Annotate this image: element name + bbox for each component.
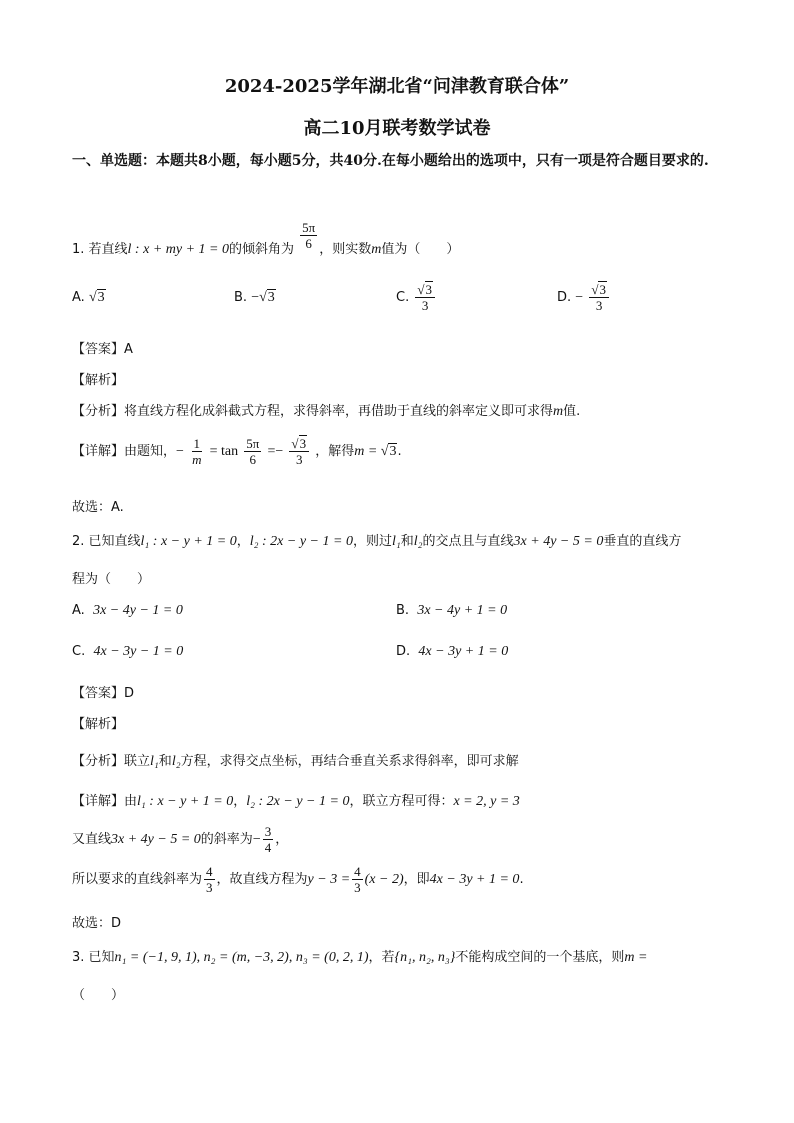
q2-analysis-tag: 【解析】 xyxy=(72,717,125,732)
q1-detail-angle: $\frac{5\pi}{6}$ xyxy=(246,436,260,467)
exam-title-line1: 2024-2025学年湖北省“问津教育联合体” xyxy=(224,76,570,97)
q1-option-b[interactable] xyxy=(234,290,276,306)
question-3-stem-line2: （ ） xyxy=(72,988,125,1003)
q1-option-a-label: A. xyxy=(72,290,85,305)
answer-value: A xyxy=(124,342,133,357)
q1-angle-den: 6 xyxy=(305,236,312,251)
q1-option-b-value: −√3 xyxy=(251,290,275,305)
section-heading: 一、单选题：本题共8小题，每小题5分，共40分.在每小题给出的选项中，只有一项是符合题目要求的. xyxy=(72,153,709,169)
q1-var: m xyxy=(371,242,382,257)
q1-option-d[interactable]: D. − $\frac{√3}{3}$ xyxy=(557,282,611,313)
question-2-stem: 2. 已知直线l₁ : x − y + 1 = 0，l₂ : 2x − y − 1 = 0，则过l₁和l₂的交点且与直线3x + 4y − 5 = 0垂直的直线方 xyxy=(72,534,682,549)
q1-detail-result-frac: $\frac{√3}{3}$ xyxy=(289,436,309,467)
q2-detail: 【详解】由l₁ : x − y + 1 = 0，l₂ : 2x − y − 1 = 0，联立方程可得：x = 2, y = 3 xyxy=(72,794,520,809)
q1-option-a[interactable] xyxy=(72,290,106,306)
q1-detail: 【详解】由题知，− $\frac{1}{m}$ = tan $\frac{5\pi}{6}$ =− $\frac{√3}{3}$ ，解得m = √3. xyxy=(72,436,402,467)
q2-answer: 【答案】D xyxy=(72,686,135,701)
q1-option-d-value: $\frac{√3}{3}$ xyxy=(589,282,609,313)
question-3-stem: 3. 已知n₁ = (−1, 9, 1), n₂ = (m, −3, 2), n₃ = (0, 2, 1)，若{n₁, n₂, n₃}不能构成空间的一个基底，则m = xyxy=(72,950,648,965)
q1-analysis-tag: 【解析】 xyxy=(72,373,125,388)
q1-option-c-label: C. xyxy=(396,290,410,305)
q1-mid: 的倾斜角为 xyxy=(228,242,294,257)
q2-choose: 故选：D xyxy=(72,916,122,931)
q1-option-b-label: B. xyxy=(234,290,248,305)
answer-tag: 【答案】 xyxy=(72,342,125,357)
q1-answer xyxy=(72,338,133,357)
q2-fenxi: 【分析】联立l₁和l₂方程，求得交点坐标，再结合垂直关系求得斜率，即可求解 xyxy=(72,754,519,769)
q2-option-a[interactable]: A. 3x − 4y − 1 = 0 xyxy=(72,603,183,618)
q2-option-c[interactable]: C. 4x − 3y − 1 = 0 xyxy=(72,644,184,659)
q1-suffix2: 值为（ ） xyxy=(381,242,460,257)
exam-title-line2: 高二10月联考数学试卷 xyxy=(303,118,491,139)
q2-slope: 又直线3x + 4y − 5 = 0的斜率为− $\frac{3}{4}$ ， xyxy=(72,824,289,855)
question-2-stem-line2: 程为（ ） xyxy=(72,572,151,587)
q1-fenxi: 【分析】将直线方程化成斜截式方程，求得斜率，再借助于直线的斜率定义即可求得m值. xyxy=(72,404,581,419)
q1-option-c-value: $\frac{√3}{3}$ xyxy=(415,282,435,313)
q2-option-d[interactable]: D. 4x − 3y + 1 = 0 xyxy=(396,644,509,659)
q1-detail-frac: $\frac{1}{m}$ xyxy=(192,436,202,467)
q2-required: 所以要求的直线斜率为 $\frac{4}{3}$ ，故直线方程为y − 3 = $\frac{4}{3}$ (x − 2)，即4x − 3y + 1 = 0. xyxy=(72,864,524,895)
q1-line-equation: l : x + my + 1 = 0 xyxy=(127,242,229,257)
q1-option-a-value: √3 xyxy=(88,290,105,305)
q2-option-b[interactable]: B. 3x − 4y + 1 = 0 xyxy=(396,603,508,618)
q1-option-c[interactable] xyxy=(396,282,437,313)
q1-choose: 故选：A. xyxy=(72,500,124,515)
q1-angle-fraction xyxy=(300,220,317,251)
q1-angle-num: 5π xyxy=(302,220,316,235)
q1-option-d-label: D. xyxy=(557,290,572,305)
q1-prefix: 1. 若直线 xyxy=(72,242,128,257)
q1-suffix: ，则实数 xyxy=(319,242,372,257)
